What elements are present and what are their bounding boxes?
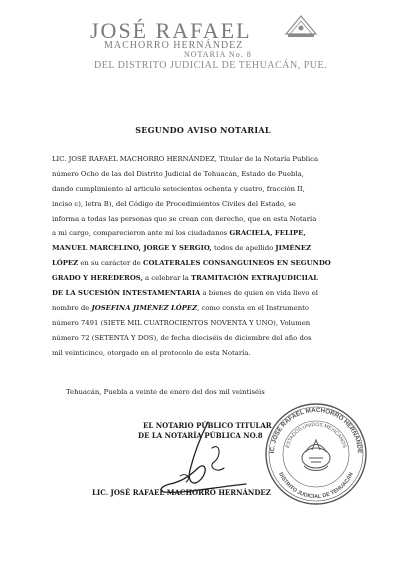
notary-surnames: MACHORRO HERNÁNDEZ [104,40,244,51]
body-text-segment: GRACIELA, FELIPE, [229,229,306,238]
svg-text:ESTADOS UNIDOS MEXICANOS [285,422,348,449]
body-text-segment: nombre de [52,303,92,312]
body-text-segment: JIMÉNEZ [275,244,312,253]
body-line [52,301,378,316]
signature-title-notary: DE LA NOTARÍA PÚBLICA NO.8 [138,431,263,440]
handwritten-signature [150,418,260,498]
body-text-segment: a mi cargo, comparecieron ante mí los ciudadanos [52,229,230,238]
body-text-segment: DE LA SUCESIÓN INTESTAMENTARIA [52,289,201,298]
notary-seal [262,400,370,508]
body-text-segment: número Ocho de las del Distrito Judicial de Tehuacán, Estado de Puebla, [52,169,304,178]
body-line [52,197,378,212]
body-line [52,182,378,197]
body-text-segment: COLATERALES CONSANGUINEOS EN SEGUNDO [143,259,331,268]
place-and-date: Tehuacán, Puebla a veinte de enero del dos mil veintiséis [66,388,265,396]
body-line [52,152,378,167]
body-text-segment: GRADO Y HEREDEROS, [52,274,143,283]
body-text-segment: a celebrar la [142,274,192,283]
body-text-segment: , como consta en el Instrumento [197,303,309,312]
body-text-segment: en su carácter de [78,259,143,268]
body-line [52,241,378,256]
seal-inner-text: ESTADOS UNIDOS MEXICANOS [284,421,348,449]
body-text-segment: todos de apellido [211,244,276,253]
seal-top-text: IC. JOSÉ RAFAEL MACHORRO HERNÁNDE [268,406,364,454]
signatory-name: LIC. JOSÉ RAFAEL MACHORRO HERNÁNDEZ [92,488,271,497]
body-text-segment: número 7491 (SIETE MIL CUATROCIENTOS NOVENTA Y UNO), Volumen [52,318,311,327]
notary-number: NOTARIA No. 8 [184,50,252,59]
body-text-segment: número 72 (SETENTA Y DOS), de fecha dieciséis de diciembre del año dos [52,333,312,342]
body-text-segment: JOSEFINA JIMÉNEZ LÓPEZ [91,303,198,312]
notary-name: JOSÉ RAFAEL [90,18,252,43]
body-line [52,256,378,271]
document-title: SEGUNDO AVISO NOTARIAL [135,125,271,135]
body-text-segment: dando cumplimiento al articulo setecientos ochenta y cuatro, fracción II, [52,184,305,193]
eagle-emblem-icon [302,440,330,471]
body-text-segment: informa a todas las personas que se crean con derecho, que en esta Notaría [52,214,317,223]
body-line [52,346,378,361]
body-text-segment: a bienes de quien en vida llevo el [200,289,318,298]
judicial-district: DEL DISTRITO JUDICIAL DE TEHUACÁN, PUE. [94,60,328,71]
body-text-segment: LÓPEZ [52,259,79,268]
body-text-segment: mil veinticinco, otorgado en el protocolo de esta Notaría. [52,348,251,357]
body-line [52,331,378,346]
body-line [52,271,378,286]
body-text-segment: TRAMITACIÓN EXTRAJUDICIIAL [191,274,319,283]
signature-title: EL NOTARIO PÚBLICO TITULAR [143,421,272,430]
body-line [52,226,378,241]
notice-body [52,152,378,360]
body-line [52,316,378,331]
body-line [52,286,378,301]
letterhead [80,8,400,72]
body-text-segment: inciso c), letra B), del Código de Procedimientos Civiles del Estado, se [52,199,296,208]
seal-bottom-text: DISTRITO JUDICIAL DE TEHUACÁN [277,471,355,501]
body-text-segment: MANUEL MARCELINO, JORGE Y SERGIO, [52,244,212,253]
body-line [52,212,378,227]
notary-emblem-icon [284,10,318,40]
body-line [52,167,378,182]
body-text-segment: LIC. JOSÉ RAFAEL MACHORRO HERNÁNDEZ, Titular de la Notaría Publica [52,155,319,163]
